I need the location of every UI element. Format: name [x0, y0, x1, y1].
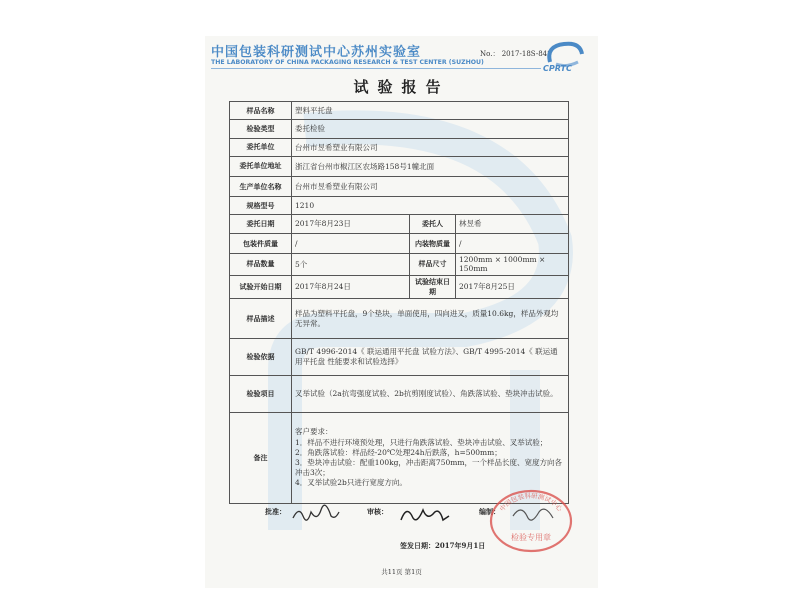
issue-date: 签发日期：2017年9月1日 — [400, 541, 486, 550]
label-test-type: 检验类型 — [230, 120, 292, 138]
svg-text:中国包装科研测试中心 — [497, 491, 565, 513]
value-description: 样品为塑料平托盘，9个垫块，单面使用，四向进叉，质量10.6kg，样品外观均无异常。 — [292, 298, 569, 339]
reviewer-signature — [397, 502, 451, 528]
value-sample-size: 1200mm × 1000mm × 150mm — [456, 254, 569, 275]
row-mass — [230, 233, 569, 253]
seal-text-top: 中国包装科研测试中心 — [498, 491, 564, 513]
row-manufacturer — [230, 177, 569, 197]
label-client-address: 委托单位地址 — [230, 156, 292, 176]
compile-label: 编制： — [479, 508, 500, 516]
inspection-seal — [488, 488, 574, 554]
row-sample-name — [230, 102, 569, 120]
remark-line: 1．样品不进行环境预处理，只进行角跌落试验、垫块冲击试验、叉举试验； — [295, 437, 548, 447]
label-client: 委托单位 — [230, 138, 292, 156]
value-basis: GB/T 4996-2014《 联运通用平托盘 试验方法》、GB/T 4995-2014《 联运通用平托盘 性能要求和试验选择》 — [292, 339, 569, 376]
label-basis: 检验依据 — [230, 339, 292, 376]
value-content-mass: / — [456, 233, 569, 253]
value-sample-name: 塑料平托盘 — [292, 102, 569, 120]
value-model: 1210 — [292, 197, 569, 214]
document-title: 试验报告 — [353, 78, 450, 96]
value-commissioner: 林昱希 — [456, 214, 569, 233]
remark-line: 4．叉举试验2b只进行宽度方向。 — [295, 478, 407, 488]
report-number-value: 2017-18S-848 — [501, 50, 552, 58]
lab-name-en: THE LABORATORY OF CHINA PACKAGING RESEARCH & TEST CENTER (SUZHOU) — [211, 59, 484, 66]
label-sample-qty: 样品数量 — [230, 254, 292, 275]
remark-line: 3．垫块冲击试验：配重100kg，冲击距离750mm，一个样品长度、宽度方向各冲击3次； — [295, 457, 562, 477]
cprtc-logo-text: CPRTC — [543, 64, 572, 73]
label-model: 规格型号 — [230, 197, 292, 214]
approver-signature — [291, 502, 341, 526]
remark-line: 2．角跌落试验：样品经-20℃处理24h后跌落，h=500mm； — [295, 447, 502, 457]
value-manufacturer: 台州市昱希塑业有限公司 — [292, 177, 569, 197]
row-commission — [230, 214, 569, 233]
value-package-mass: / — [292, 233, 410, 253]
label-start-date: 试验开始日期 — [230, 275, 292, 298]
value-commission-date: 2017年8月23日 — [292, 214, 410, 233]
remark-line: 客户要求： — [295, 427, 333, 437]
approve-label: 批准： — [265, 508, 286, 516]
review-label: 审核： — [367, 508, 388, 516]
row-client-address — [230, 156, 569, 176]
row-items — [230, 376, 569, 413]
row-description — [230, 298, 569, 339]
value-end-date: 2017年8月25日 — [456, 275, 569, 298]
value-sample-qty: 5个 — [292, 254, 410, 275]
label-commissioner: 委托人 — [410, 214, 456, 233]
label-content-mass: 内装物质量 — [410, 233, 456, 253]
label-commission-date: 委托日期 — [230, 214, 292, 233]
lab-name-cn: 中国包装科研测试中心苏州实验室 — [211, 45, 422, 60]
row-dates — [230, 275, 569, 298]
label-remarks: 备注 — [230, 412, 292, 503]
label-description: 样品描述 — [230, 298, 292, 339]
value-items: 叉举试验（2a抗弯强度试验、2b抗剪刚度试验）、角跌落试验、垫块冲击试验。 — [292, 376, 569, 413]
label-manufacturer: 生产单位名称 — [230, 177, 292, 197]
label-items: 检验项目 — [230, 376, 292, 413]
row-client — [230, 138, 569, 156]
row-model — [230, 197, 569, 214]
label-package-mass: 包装件质量 — [230, 233, 292, 253]
label-sample-name: 样品名称 — [230, 102, 292, 120]
value-client-address: 浙江省台州市椒江区农场路158号1幢北面 — [292, 156, 569, 176]
value-test-type: 委托检验 — [292, 120, 569, 138]
header-divider — [211, 68, 541, 69]
label-sample-size: 样品尺寸 — [410, 254, 456, 275]
row-basis — [230, 339, 569, 376]
row-test-type — [230, 120, 569, 138]
label-end-date: 试验结束日期 — [410, 275, 456, 298]
value-start-date: 2017年8月24日 — [292, 275, 410, 298]
page-count: 共11页 第1页 — [381, 568, 422, 576]
report-table — [229, 101, 569, 504]
row-sample-qty-size — [230, 254, 569, 275]
seal-text-bottom: 检验专用章 — [511, 533, 551, 542]
report-number-label: No.： — [480, 50, 500, 58]
value-client: 台州市昱希塑业有限公司 — [292, 138, 569, 156]
